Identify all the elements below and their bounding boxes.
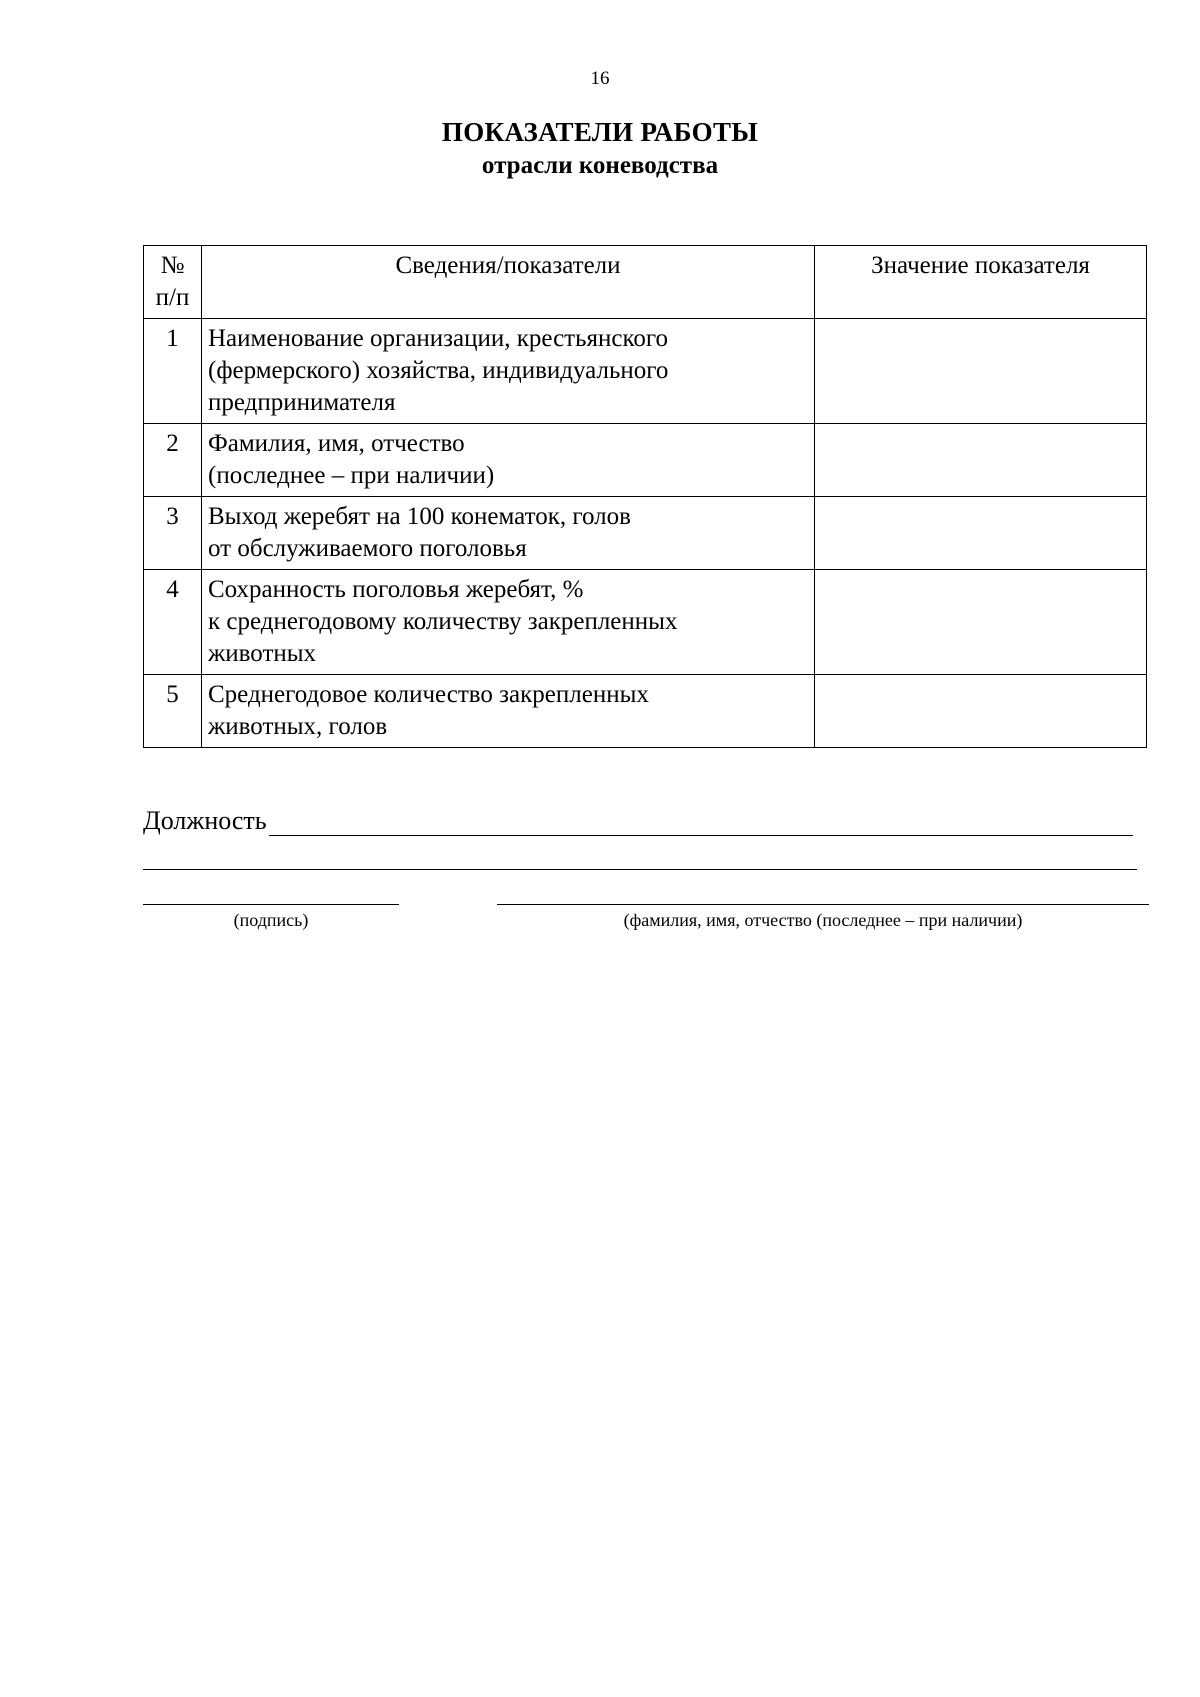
position-label: Должность bbox=[143, 806, 267, 835]
row-value-field[interactable] bbox=[815, 497, 1147, 570]
full-name-line[interactable] bbox=[497, 904, 1149, 905]
document-title: ПОКАЗАТЕЛИ РАБОТЫ bbox=[441, 117, 759, 147]
row-indicator: Наименование организации, крестьянского (фермерского) хозяйства, индивидуального предпринимателя bbox=[202, 319, 815, 424]
position-continuation-line[interactable] bbox=[143, 869, 1137, 870]
row-number: 4 bbox=[144, 570, 202, 675]
row-indicator: Фамилия, имя, отчество (последнее – при наличии) bbox=[202, 424, 815, 497]
header-value: Значение показателя bbox=[815, 246, 1147, 319]
table-row bbox=[144, 319, 1147, 424]
position-field bbox=[143, 806, 1133, 836]
table-row bbox=[144, 424, 1147, 497]
indicators-table bbox=[143, 245, 1147, 748]
row-number: 3 bbox=[144, 497, 202, 570]
row-value-field[interactable] bbox=[815, 675, 1147, 748]
row-number: 1 bbox=[144, 319, 202, 424]
table-row bbox=[144, 675, 1147, 748]
row-indicator: Выход жеребят на 100 конематок, голов от обслуживаемого поголовья bbox=[202, 497, 815, 570]
signature-line[interactable] bbox=[143, 904, 399, 905]
table-header-row bbox=[144, 246, 1147, 319]
position-input-line[interactable] bbox=[269, 809, 1133, 836]
document-subtitle: отрасли коневодства bbox=[481, 152, 719, 179]
table-row bbox=[144, 497, 1147, 570]
row-indicator: Среднегодовое количество закрепленных животных, голов bbox=[202, 675, 815, 748]
header-number: № п/п bbox=[144, 246, 202, 319]
full-name-caption: (фамилия, имя, отчество (последнее – при наличии) bbox=[623, 910, 1023, 930]
row-indicator: Сохранность поголовья жеребят, % к среднегодовому количеству закрепленных животных bbox=[202, 570, 815, 675]
page-number: 16 bbox=[590, 68, 610, 89]
signature-caption: (подпись) bbox=[233, 910, 309, 930]
row-number: 2 bbox=[144, 424, 202, 497]
row-number: 5 bbox=[144, 675, 202, 748]
row-value-field[interactable] bbox=[815, 570, 1147, 675]
table-row bbox=[144, 570, 1147, 675]
row-value-field[interactable] bbox=[815, 424, 1147, 497]
row-value-field[interactable] bbox=[815, 319, 1147, 424]
header-indicators: Сведения/показатели bbox=[202, 246, 815, 319]
